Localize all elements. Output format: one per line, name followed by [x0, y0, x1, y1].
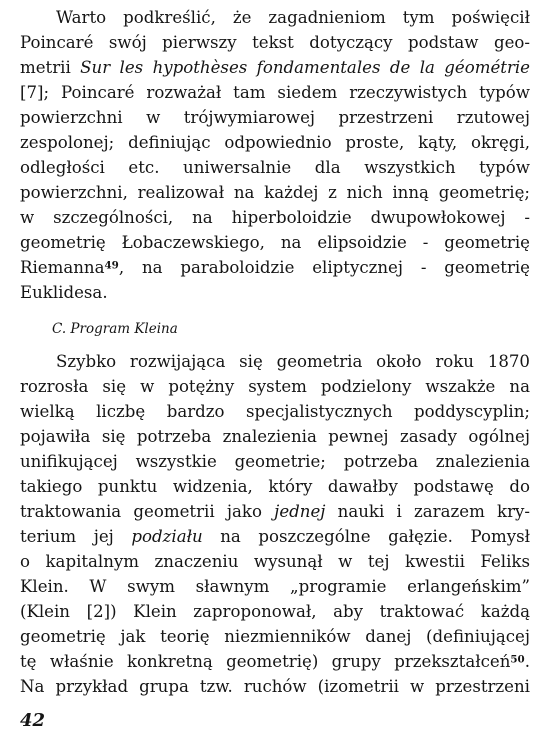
- text-line: powierzchni w trójwymiarowej przestrzeni rzutowej: [20, 108, 530, 127]
- text-line: geometrię jak teorię niezmienników danej (definiującej: [20, 627, 530, 646]
- text-line: Riemanna$^{49}$, na paraboloidzie eliptycznej - geometrię: [20, 258, 530, 277]
- text-line: zespolonej; definiując odpowiednio proste, kąty, okręgi,: [20, 133, 530, 152]
- text-line: traktowania geometrii jako jednej nauki i zarazem kry-: [20, 502, 530, 521]
- text-line: wielką liczbę bardzo specjalistycznych poddyscyplin;: [20, 402, 530, 421]
- text-line: Poincaré swój pierwszy tekst dotyczący podstaw geo-: [20, 33, 530, 52]
- text-line: odległości etc. uniwersalnie dla wszystkich typów: [20, 158, 530, 177]
- text-line: o kapitalnym znaczeniu wysunął w tej kwestii Feliks: [20, 552, 530, 571]
- text-line: pojawiła się potrzeba znalezienia pewnej zasady ogólnej: [20, 427, 530, 446]
- footnote-marker: 49: [104, 259, 119, 272]
- emphasis: podziału: [131, 527, 203, 546]
- emphasis: jednej: [274, 502, 326, 521]
- text-line: rozrosła się w potężny system podzielony wszakże na: [20, 377, 530, 396]
- text-line: Klein. W swym sławnym „programie erlangeńskim”: [20, 577, 530, 596]
- text-line: takiego punktu widzenia, który dawałby podstawę do: [20, 477, 530, 496]
- text-line: powierzchni, realizował na każdej z nich inną geometrię;: [20, 183, 530, 202]
- text-line: metrii Sur les hypothèses fondamentales de la géométrie: [20, 58, 530, 77]
- text-line: w szczególności, na hiperboloidzie dwupowłokowej -: [20, 208, 530, 227]
- text-line: Szybko rozwijająca się geometria około roku 1870: [56, 352, 530, 371]
- page-number: 42: [20, 710, 46, 731]
- section-heading: C. Program Kleina: [52, 321, 178, 337]
- text-line: terium jej podziału na poszczególne gałęzie. Pomysł: [20, 527, 531, 546]
- footnote-marker: 50: [510, 653, 525, 666]
- book-title: Sur les hypothèses fondamentales de la géométrie: [80, 58, 530, 77]
- text-line: geometrię Łobaczewskiego, na elipsoidzie - geometrię: [20, 233, 530, 252]
- text-line: unifikującej wszystkie geometrie; potrzeba znalezienia: [20, 452, 530, 471]
- text-line: (Klein [2]) Klein zaproponował, aby traktować każdą: [20, 602, 530, 621]
- text-line: [7]; Poincaré rozważał tam siedem rzeczywistych typów: [20, 83, 530, 102]
- text-line: Warto podkreślić, że zagadnieniom tym poświęcił: [56, 8, 530, 27]
- text-line: Na przykład grupa tzw. ruchów (izometrii w przestrzeni: [20, 677, 530, 696]
- text-line: Euklidesa.: [20, 283, 108, 302]
- text-line: tę właśnie konkretną geometrię) grupy przekształceń$^{50}$.: [20, 652, 530, 671]
